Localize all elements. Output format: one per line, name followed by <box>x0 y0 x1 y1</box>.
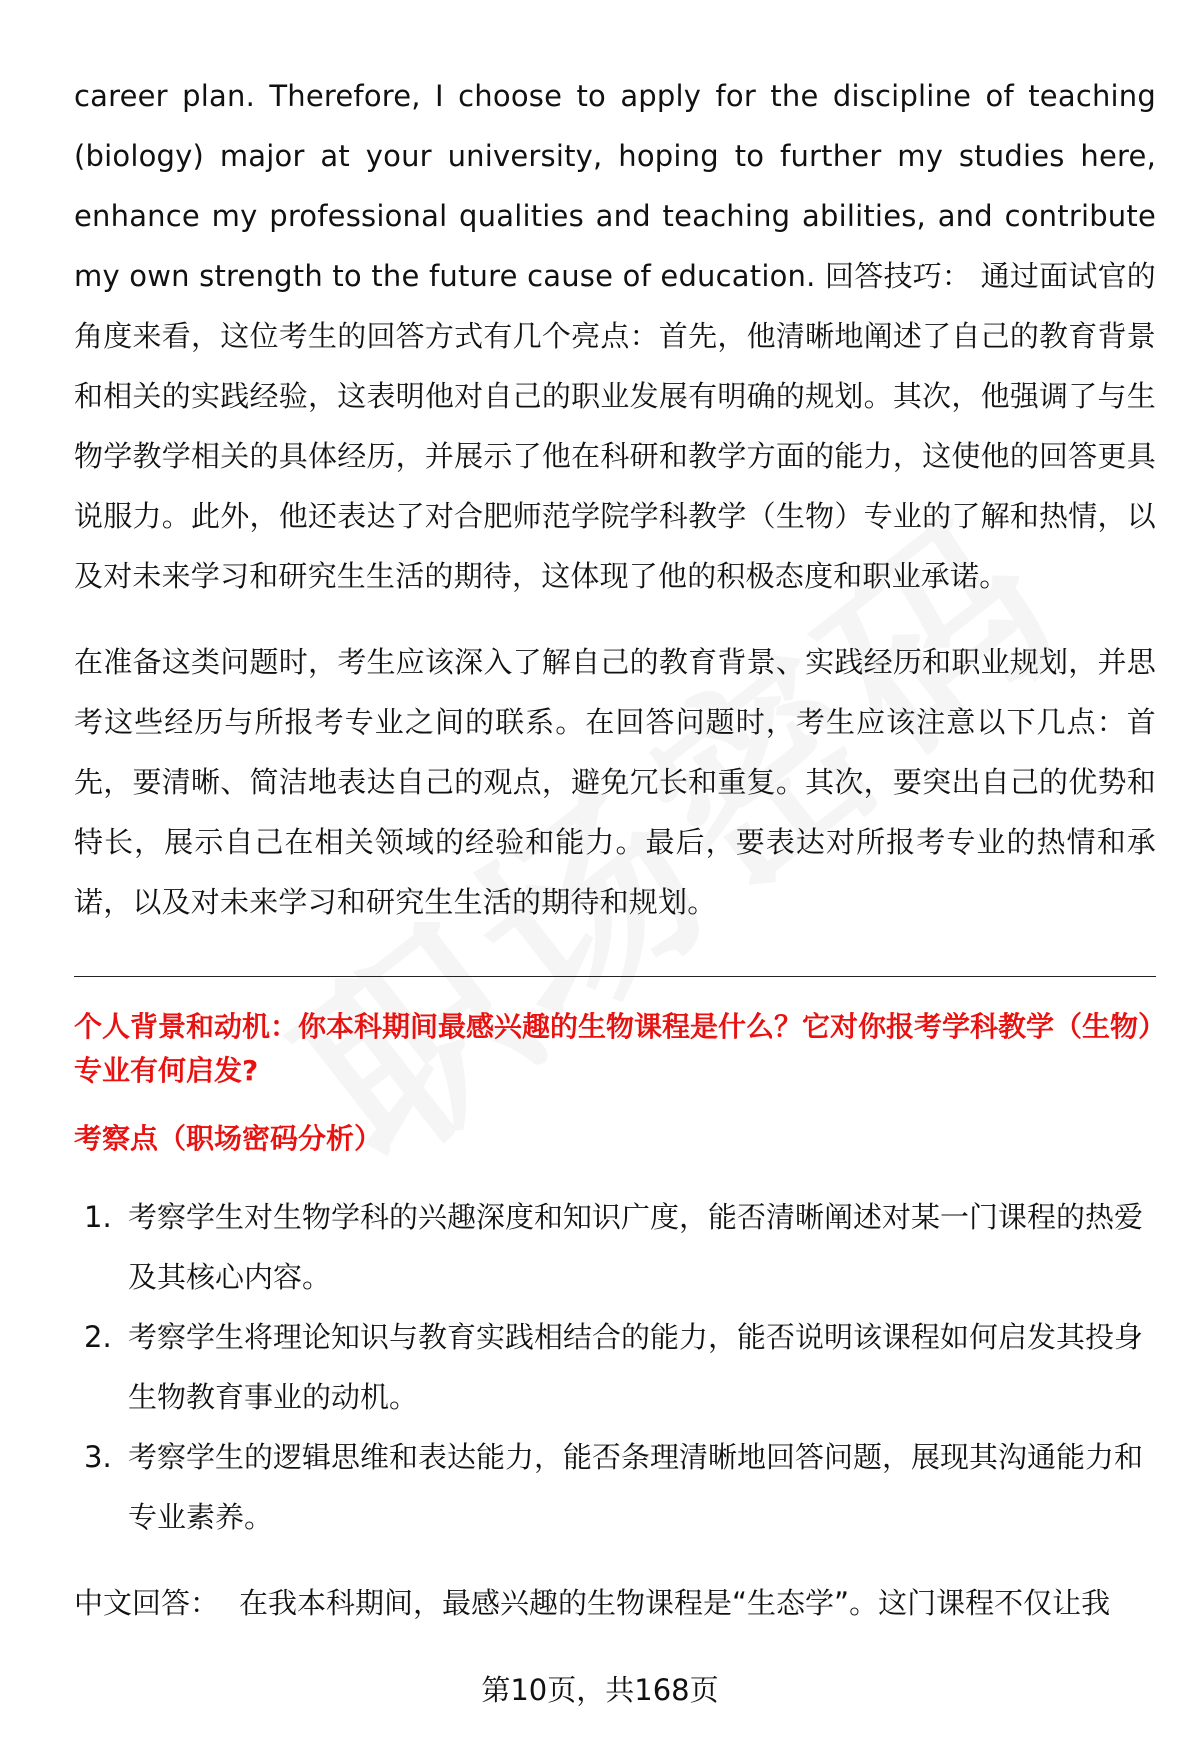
page-content <box>74 66 1156 1633</box>
list-item <box>74 1427 1156 1547</box>
answer-paragraph <box>74 1573 1156 1633</box>
list-item-number: 3. <box>84 1440 112 1474</box>
answer-label: 中文回答： <box>74 1586 220 1620</box>
advice-paragraph: 在准备这类问题时，考生应该深入了解自己的教育背景、实践经历和职业规划，并思考这些经历与所报考专业之间的联系。在回答问题时，考生应该注意以下几点：首先，要清晰、简洁地表达自己的观点，避免冗长和重复。其次，要突出自己的优势和特长，展示自己在相关领域的经验和能力。最后，要表达对所报考专业的热情和承诺，以及对未来学习和研究生生活的期待和规划。 <box>74 645 1156 919</box>
list-item <box>74 1187 1156 1307</box>
page-number: 第10页，共168页 <box>481 1673 719 1707</box>
list-item-text: 考察学生对生物学科的兴趣深度和知识广度，能否清晰阐述对某一门课程的热爱及其核心内容。 <box>128 1200 1144 1294</box>
list-item-number: 2. <box>84 1320 112 1354</box>
answer-text: 在我本科期间，最感兴趣的生物课程是“生态学”。这门课程不仅让我 <box>239 1586 1111 1620</box>
list-item-text: 考察学生的逻辑思维和表达能力，能否条理清晰地回答问题，展现其沟通能力和专业素养。 <box>128 1440 1144 1534</box>
analysis-label: 考察点（职场密码分析） <box>74 1122 383 1155</box>
list-item-text: 考察学生将理论知识与教育实践相结合的能力，能否说明该课程如何启发其投身生物教育事业的动机。 <box>128 1320 1144 1414</box>
section-divider <box>74 976 1156 977</box>
list-item <box>74 1307 1156 1427</box>
intro-paragraph: career plan. Therefore, I choose to apply for the discipline of teaching (biology) major at your university, hoping to further my studies here, enhance my professional qualities and teaching abilities, and contribute my own strength to the future cause of education. 回答技巧： 通过面试官的角度来看，这位考生的回答方式有几个亮点：首先，他清晰地阐述了自己的教育背景和相关的实践经验，这表明他对自己的职业发展有明确的规划。其次，他强调了与生物学教学相关的具体经历，并展示了他在科研和教学方面的能力，这使他的回答更具说服力。此外，他还表达了对合肥师范学院学科教学（生物）专业的了解和热情，以及对未来学习和研究生生活的期待，这体现了他的积极态度和职业承诺。 <box>74 79 1156 593</box>
question-heading: 个人背景和动机：你本科期间最感兴趣的生物课程是什么？它对你报考学科教学（生物）专业有何启发? <box>74 1010 1153 1087</box>
analysis-points-list <box>74 1187 1156 1547</box>
list-item-number: 1. <box>84 1200 112 1234</box>
